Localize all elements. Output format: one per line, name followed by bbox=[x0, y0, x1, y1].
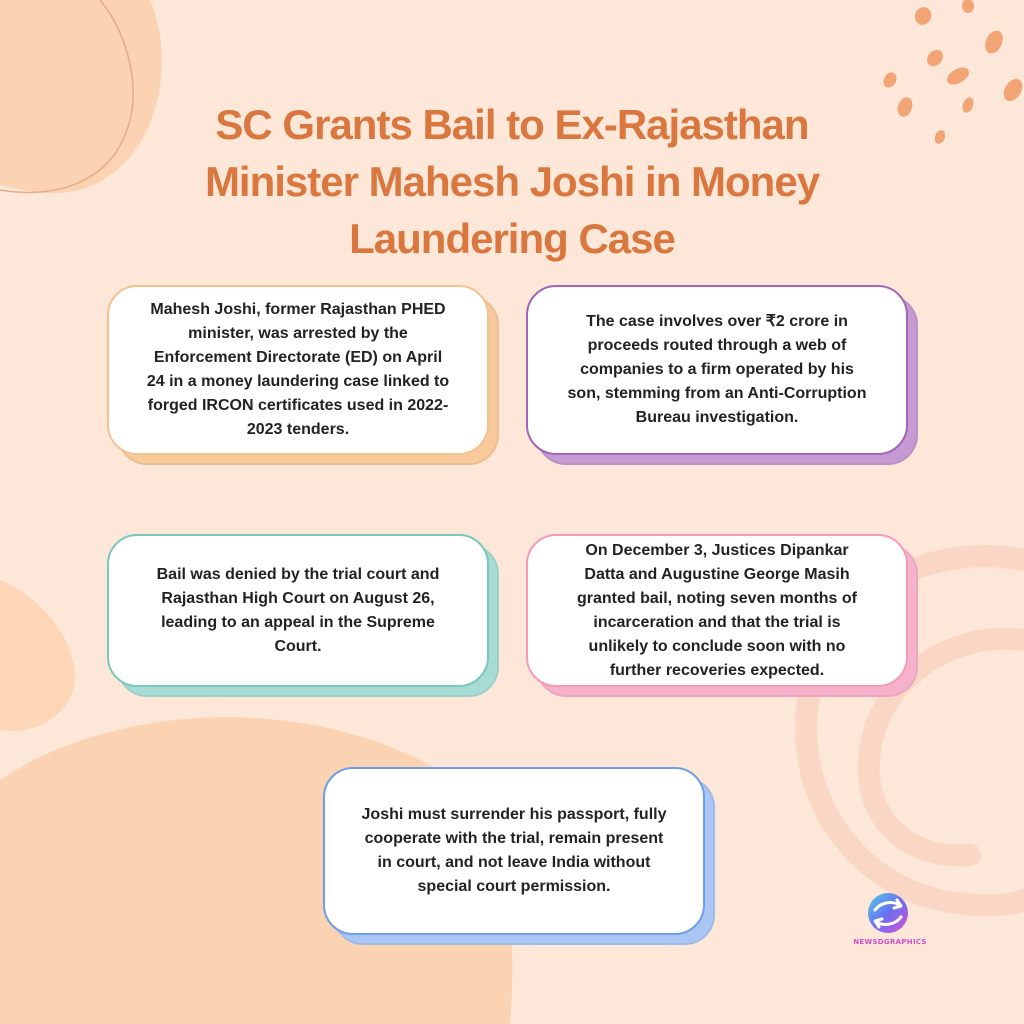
page-title: SC Grants Bail to Ex-Rajasthan Minister Mahesh Joshi in Money Laundering Case bbox=[204, 101, 820, 262]
info-card-bail-denied bbox=[107, 534, 489, 687]
card-text: Joshi must surrender his passport, fully cooperate with the trial, remain present in court, and not leave India without special court permission. bbox=[361, 806, 667, 895]
card-face bbox=[107, 285, 489, 455]
info-card-proceeds bbox=[526, 285, 908, 455]
card-text: Mahesh Joshi, former Rajasthan PHED minister, was arrested by the Enforcement Directorate (ED) on April 24 in a money laundering case linked to forged IRCON certificates used in 2022-2023 tenders. bbox=[146, 301, 450, 438]
card-face bbox=[526, 285, 908, 455]
info-card-bail-granted bbox=[526, 534, 908, 687]
card-text: Bail was denied by the trial court and Rajasthan High Court on August 26, leading to an appeal in the Supreme Court. bbox=[156, 565, 440, 655]
card-face bbox=[526, 534, 908, 687]
card-text: The case involves over ₹2 crore in proceeds routed through a web of companies to a firm operated by his son, stemming from an Anti-Corruption Bureau investigation. bbox=[567, 313, 867, 426]
brand-wordmark: NEWSDGRAPHICS bbox=[853, 938, 927, 946]
card-text: On December 3, Justices Dipankar Datta and Augustine George Masih granted bail, noting seven months of incarceration and that the trial is unlikely to conclude soon with no further recoveries expected. bbox=[576, 541, 857, 679]
info-card-arrest bbox=[107, 285, 489, 455]
brand-logo bbox=[850, 890, 930, 960]
card-face bbox=[323, 767, 705, 935]
globe-arrows-icon bbox=[865, 890, 911, 936]
card-face bbox=[107, 534, 489, 687]
info-card-conditions bbox=[323, 767, 705, 935]
